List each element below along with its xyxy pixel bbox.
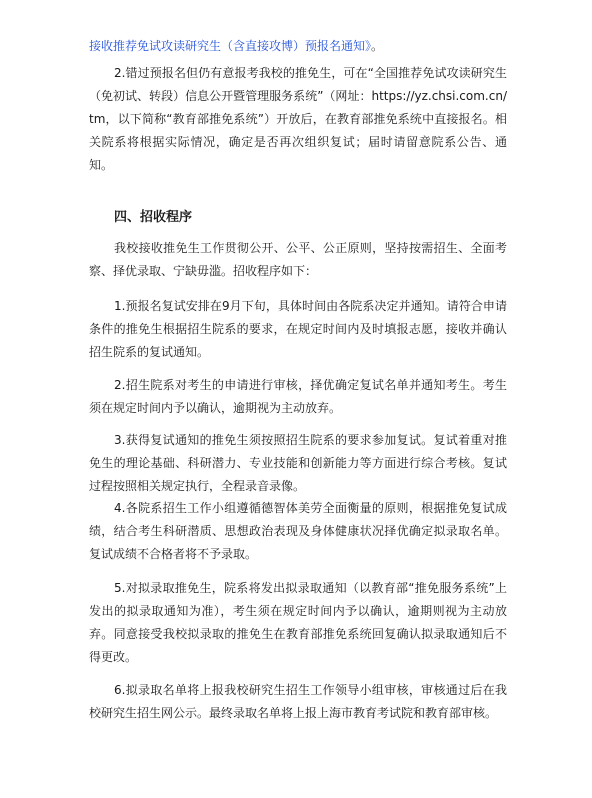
paragraph: 2.招生院系对考生的申请进行审核，择优确定复试名单并通知考生。考生须在规定时间内予以确认，逾期视为主动放弃。 bbox=[89, 378, 507, 415]
section-heading: 四、招收程序 bbox=[114, 210, 193, 225]
paragraph: 1.预报名复试安排在9月下旬，具体时间由各院系决定并通知。请符合申请条件的推免生根据招生院系的要求，在规定时间内及时填报志愿，接收并确认招生院系的复试通知。 bbox=[89, 299, 507, 359]
paragraph: 6.拟录取名单将上报我校研究生招生工作领导小组审核，审核通过后在我校研究生招生网公示。最终录取名单将上报上海市教育考试院和教育部审核。 bbox=[89, 683, 507, 720]
notice-link[interactable]: 接收推荐免试攻读研究生（含直接攻博）预报名通知》 bbox=[89, 39, 372, 53]
paragraph: 2.错过预报名但仍有意报考我校的推免生，可在“全国推荐免试攻读研究生（免初试、转段）信息公开暨管理服务系统”（网址：https://yz.chsi.com.cn/tm，以下简称“教育部推免系统”）开放后，在教育部推免系统中直接报名。相关院系将根据实际情况，确定是否再次组织复试；届时请留意院系公告、通知。 bbox=[89, 66, 507, 172]
paragraph: 我校接收推免生工作贯彻公开、公平、公正原则，坚持按需招生、全面考察、择优录取、宁缺毋滥。招收程序如下： bbox=[89, 241, 507, 278]
link-suffix: 。 bbox=[371, 39, 384, 53]
paragraph: 5.对拟录取推免生，院系将发出拟录取通知（以教育部“推免服务系统”上发出的拟录取通知为准），考生须在规定时间内予以确认，逾期则视为主动放弃。同意接受我校拟录取的推免生在教育部推免系统回复确认拟录取通知后不得更改。 bbox=[89, 581, 507, 664]
top-link-paragraph bbox=[89, 35, 507, 58]
paragraph: 3.获得复试通知的推免生须按照招生院系的要求参加复试。复试着重对推免生的理论基础、科研潜力、专业技能和创新能力等方面进行综合考核。复试过程按照相关规定执行，全程录音录像。 bbox=[89, 433, 507, 493]
paragraph: 4.各院系招生工作小组遵循德智体美劳全面衡量的原则，根据推免复试成绩，结合考生科研潜质、思想政治表现及身体健康状况择优确定拟录取名单。复试成绩不合格者将不予录取。 bbox=[89, 501, 507, 561]
